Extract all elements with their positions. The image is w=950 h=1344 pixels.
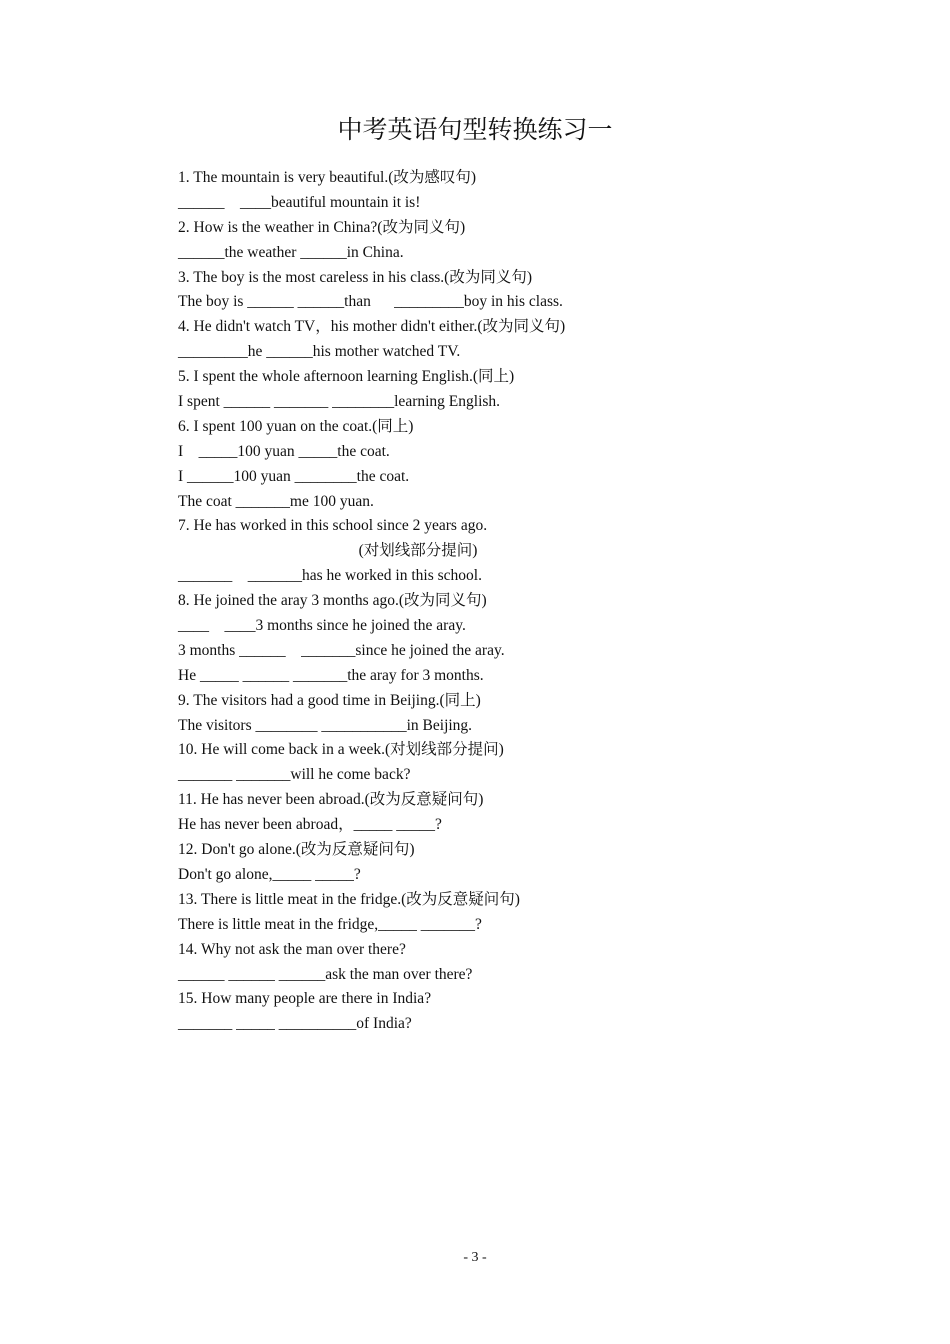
answer-line: I _____100 yuan _____the coat. — [178, 442, 390, 460]
exercise-line: 5. I spent the whole afternoon learning English.(同上) — [178, 368, 515, 386]
exercise-line: 9. The visitors had a good time in Beijing.(同上) — [178, 691, 481, 709]
exercise-line: 10. He will come back in a week.(对划线部分提问) — [178, 741, 504, 759]
answer-line: There is little meat in the fridge,_____ _______? — [178, 915, 482, 933]
answer-line: The coat _______me 100 yuan. — [178, 492, 374, 510]
document-title: 中考英语句型转换练习一 — [337, 117, 613, 144]
exercise-line: 2. How is the weather in China?(改为同义句) — [178, 218, 466, 236]
exercise-line: 8. He joined the aray 3 months ago.(改为同义句) — [178, 592, 487, 610]
instruction-line: (对划线部分提问) — [358, 542, 478, 560]
answer-line: He _____ ______ _______the aray for 3 months. — [178, 666, 484, 684]
answer-line: _______ _____ __________of India? — [178, 1015, 412, 1033]
exercise-line: 14. Why not ask the man over there? — [178, 940, 406, 958]
answer-line: ______ ______ ______ask the man over there? — [178, 965, 473, 983]
answer-line: Don't go alone,_____ _____? — [178, 865, 361, 883]
exercise-line: 13. There is little meat in the fridge.(改为反意疑问句) — [178, 890, 520, 908]
answer-line: I spent ______ _______ ________learning English. — [178, 393, 501, 411]
exercise-line: 15. How many people are there in India? — [178, 990, 432, 1008]
exercise-line: 6. I spent 100 yuan on the coat.(同上) — [178, 417, 414, 435]
answer-line: ______ ____beautiful mountain it is! — [178, 193, 421, 211]
exercise-line: 1. The mountain is very beautiful.(改为感叹句) — [178, 169, 477, 186]
page-number: - 3 - — [463, 1250, 487, 1265]
exercise-line: 7. He has worked in this school since 2 years ago. — [178, 517, 488, 535]
answer-line: ______the weather ______in China. — [178, 243, 404, 261]
exercise-list — [178, 166, 878, 1037]
answer-line: ____ ____3 months since he joined the aray. — [178, 617, 466, 635]
exercise-line: 12. Don't go alone.(改为反意疑问句) — [178, 841, 415, 859]
answer-line: The visitors ________ ___________in Beijing. — [178, 716, 473, 734]
answer-line: I ______100 yuan ________the coat. — [178, 467, 410, 485]
answer-line: _________he ______his mother watched TV. — [178, 343, 461, 361]
answer-line: _______ _______has he worked in this school. — [178, 567, 482, 585]
answer-line: The boy is ______ ______than _________boy in his class. — [178, 293, 563, 311]
answer-line: 3 months ______ _______since he joined the aray. — [178, 641, 505, 659]
exercise-line: 11. He has never been abroad.(改为反意疑问句) — [178, 791, 484, 809]
exercise-line: 4. He didn't watch TV，his mother didn't either.(改为同义句) — [178, 318, 566, 336]
exercise-line: 3. The boy is the most careless in his class.(改为同义句) — [178, 268, 533, 286]
answer-line: He has never been abroad，_____ _____? — [178, 816, 442, 834]
answer-line: _______ _______will he come back? — [178, 766, 411, 784]
